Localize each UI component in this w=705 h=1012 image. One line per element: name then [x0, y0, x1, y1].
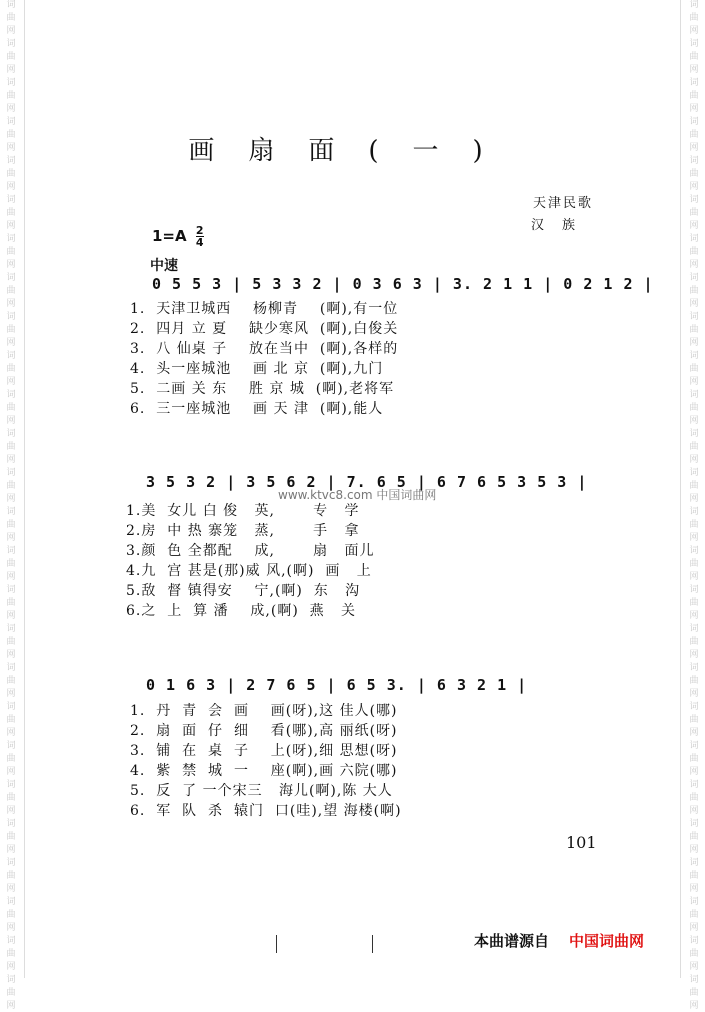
watermark-glyph: 曲 — [6, 988, 16, 998]
lyric-line: 5. 二画 关 东 胜 京 城 (啊),老将军 — [130, 381, 395, 397]
watermark-glyph: 网 — [689, 884, 699, 894]
watermark-glyph: 词 — [6, 624, 16, 634]
watermark-glyph: 词 — [6, 546, 16, 556]
watermark-glyph: 词 — [6, 585, 16, 595]
watermark-glyph: 曲 — [689, 910, 699, 920]
watermark-glyph: 网 — [689, 923, 699, 933]
watermark-glyph: 词 — [6, 39, 16, 49]
watermark-glyph: 曲 — [6, 364, 16, 374]
tempo-marking: 中速 — [150, 258, 178, 274]
watermark-glyph: 曲 — [689, 793, 699, 803]
watermark-glyph: 词 — [689, 390, 699, 400]
notation-line: 0 5 5 3 | 5 3 3 2 | 0 3 6 3 | 3. 2 1 1 | 0 2 1 2 | — [152, 275, 654, 293]
margin-tick — [276, 935, 277, 953]
watermark-glyph: 曲 — [689, 13, 699, 23]
watermark-glyph: 词 — [6, 195, 16, 205]
watermark-glyph: 曲 — [689, 754, 699, 764]
watermark-glyph: 词 — [6, 507, 16, 517]
lyric-line: 1. 丹 青 会 画 画(呀),这 佳人(哪) — [130, 703, 398, 719]
watermark-glyph: 曲 — [689, 832, 699, 842]
watermark-glyph: 曲 — [689, 52, 699, 62]
ethnicity-label: 汉族 — [530, 218, 593, 233]
watermark-glyph: 词 — [689, 39, 699, 49]
watermark-glyph: 网 — [689, 65, 699, 75]
watermark-glyph: 词 — [689, 936, 699, 946]
song-origin — [531, 193, 593, 237]
watermark-glyph: 曲 — [689, 169, 699, 179]
watermark-glyph: 网 — [689, 104, 699, 114]
watermark-glyph: 曲 — [6, 325, 16, 335]
watermark-glyph: 网 — [6, 338, 16, 348]
watermark-glyph: 词 — [689, 156, 699, 166]
watermark-glyph: 网 — [6, 689, 16, 699]
watermark-glyph: 曲 — [6, 208, 16, 218]
genre-label: 天津民歌 — [532, 196, 593, 211]
watermark-glyph: 网 — [6, 26, 16, 36]
watermark-glyph: 词 — [6, 117, 16, 127]
watermark-glyph: 曲 — [689, 286, 699, 296]
watermark-glyph: 网 — [6, 533, 16, 543]
watermark-glyph: 曲 — [689, 481, 699, 491]
watermark-glyph: 词 — [689, 819, 699, 829]
watermark-glyph: 网 — [6, 260, 16, 270]
watermark-glyph: 曲 — [689, 91, 699, 101]
watermark-glyph: 曲 — [689, 364, 699, 374]
watermark-glyph: 网 — [6, 572, 16, 582]
watermark-glyph: 曲 — [6, 793, 16, 803]
watermark-glyph: 网 — [689, 26, 699, 36]
watermark-glyph: 网 — [689, 377, 699, 387]
watermark-glyph: 网 — [689, 494, 699, 504]
watermark-glyph: 词 — [6, 936, 16, 946]
watermark-glyph: 网 — [6, 143, 16, 153]
lyric-line: 1.美 女儿 白 俊 英, 专 学 — [126, 503, 360, 519]
watermark-glyph: 词 — [689, 78, 699, 88]
watermark-glyph: 网 — [6, 845, 16, 855]
watermark-glyph: 曲 — [689, 442, 699, 452]
key-signature — [152, 225, 204, 248]
watermark-glyph: 曲 — [6, 169, 16, 179]
lyric-line: 2. 四月 立 夏 缺少寒风 (啊),白俊关 — [130, 321, 399, 337]
watermark-glyph: 曲 — [689, 247, 699, 257]
lyric-line: 4. 紫 禁 城 一 座(啊),画 六院(哪) — [130, 763, 398, 779]
watermark-glyph: 词 — [689, 468, 699, 478]
time-signature — [196, 225, 204, 248]
watermark-glyph: 曲 — [6, 910, 16, 920]
watermark-glyph: 词 — [6, 78, 16, 88]
watermark-glyph: 曲 — [689, 676, 699, 686]
watermark-glyph: 网 — [689, 689, 699, 699]
watermark-glyph: 网 — [6, 962, 16, 972]
watermark-glyph: 词 — [689, 273, 699, 283]
lyric-line: 3.颜 色 全都配 成, 扇 面儿 — [126, 543, 375, 559]
lyric-line: 4. 头一座城池 画 北 京 (啊),九门 — [130, 361, 384, 377]
watermark-glyph: 词 — [6, 390, 16, 400]
watermark-glyph: 曲 — [6, 52, 16, 62]
margin-tick — [372, 935, 373, 953]
lyric-line: 3. 铺 在 桌 子 上(呀),细 思想(呀) — [130, 743, 398, 759]
watermark-glyph: 网 — [689, 806, 699, 816]
watermark-glyph: 网 — [6, 221, 16, 231]
watermark-glyph: 曲 — [6, 286, 16, 296]
watermark-glyph: 词 — [6, 741, 16, 751]
watermark-glyph: 词 — [6, 156, 16, 166]
watermark-glyph: 网 — [6, 182, 16, 192]
watermark-glyph: 词 — [6, 351, 16, 361]
watermark-glyph: 网 — [689, 299, 699, 309]
watermark-glyph: 曲 — [6, 130, 16, 140]
watermark-glyph: 词 — [689, 624, 699, 634]
watermark-glyph: 词 — [689, 858, 699, 868]
watermark-glyph: 词 — [689, 117, 699, 127]
watermark-glyph: 网 — [689, 455, 699, 465]
watermark-glyph: 词 — [689, 975, 699, 985]
watermark-glyph: 网 — [6, 65, 16, 75]
watermark-glyph: 曲 — [6, 832, 16, 842]
watermark-glyph: 曲 — [6, 481, 16, 491]
key-label: 1=A — [152, 227, 187, 245]
notation-line: 0 1 6 3 | 2 7 6 5 | 6 5 3. | 6 3 2 1 | — [146, 676, 528, 694]
watermark-glyph: 词 — [6, 312, 16, 322]
watermark-glyph: 曲 — [689, 715, 699, 725]
lyric-line: 1. 天津卫城西 杨柳青 (啊),有一位 — [130, 301, 399, 317]
source-credit — [474, 930, 644, 951]
watermark-glyph: 网 — [689, 416, 699, 426]
watermark-glyph: 网 — [6, 884, 16, 894]
watermark-glyph: 网 — [689, 338, 699, 348]
lyric-line: 5. 反 了 一个宋三 海儿(啊),陈 大人 — [130, 783, 393, 799]
watermark-glyph: 词 — [689, 546, 699, 556]
watermark-glyph: 曲 — [6, 13, 16, 23]
watermark-glyph: 词 — [689, 702, 699, 712]
watermark-glyph: 词 — [689, 429, 699, 439]
watermark-glyph: 曲 — [689, 559, 699, 569]
watermark-glyph: 词 — [689, 741, 699, 751]
watermark-glyph: 词 — [6, 780, 16, 790]
song-title: 画扇面(一) — [188, 136, 517, 166]
watermark-glyph: 词 — [689, 897, 699, 907]
watermark-glyph: 词 — [6, 273, 16, 283]
watermark-glyph: 网 — [6, 299, 16, 309]
url-watermark: www.ktvc8.com 中国词曲网 — [278, 488, 437, 502]
watermark-glyph: 网 — [689, 962, 699, 972]
lyric-line: 6. 军 队 杀 辕门 口(哇),望 海楼(啊) — [130, 803, 402, 819]
lyric-line: 2.房 中 热 寨笼 蒸, 手 拿 — [126, 523, 360, 539]
watermark-glyph: 词 — [6, 897, 16, 907]
watermark-glyph: 曲 — [689, 988, 699, 998]
watermark-glyph: 网 — [689, 221, 699, 231]
watermark-glyph: 网 — [689, 767, 699, 777]
watermark-glyph: 曲 — [6, 598, 16, 608]
watermark-glyph: 曲 — [689, 871, 699, 881]
watermark-glyph: 曲 — [6, 403, 16, 413]
watermark-glyph: 网 — [689, 572, 699, 582]
page-number: 101 — [566, 833, 597, 852]
watermark-glyph: 网 — [689, 1001, 699, 1011]
watermark-glyph: 网 — [689, 182, 699, 192]
watermark-glyph: 曲 — [6, 676, 16, 686]
watermark-glyph: 网 — [6, 377, 16, 387]
watermark-glyph: 词 — [689, 351, 699, 361]
watermark-glyph: 网 — [6, 728, 16, 738]
watermark-glyph: 网 — [689, 650, 699, 660]
watermark-glyph: 曲 — [689, 598, 699, 608]
watermark-glyph: 曲 — [6, 871, 16, 881]
watermark-glyph: 网 — [6, 767, 16, 777]
watermark-glyph: 词 — [6, 468, 16, 478]
watermark-glyph: 网 — [689, 260, 699, 270]
watermark-glyph: 网 — [6, 806, 16, 816]
watermark-glyph: 曲 — [689, 403, 699, 413]
watermark-glyph: 网 — [6, 611, 16, 621]
watermark-glyph: 曲 — [6, 559, 16, 569]
watermark-glyph: 词 — [689, 234, 699, 244]
watermark-glyph: 曲 — [6, 442, 16, 452]
lyric-line: 2. 扇 面 仔 细 看(哪),高 丽纸(呀) — [130, 723, 398, 739]
source-brand: 中国词曲网 — [569, 932, 645, 950]
watermark-glyph: 词 — [6, 0, 16, 10]
watermark-glyph: 词 — [6, 429, 16, 439]
watermark-glyph: 网 — [6, 1001, 16, 1011]
watermark-glyph: 网 — [689, 611, 699, 621]
watermark-glyph: 网 — [6, 455, 16, 465]
time-numerator: 2 — [195, 224, 204, 237]
watermark-glyph: 词 — [6, 975, 16, 985]
watermark-glyph: 曲 — [6, 637, 16, 647]
watermark-glyph: 网 — [689, 533, 699, 543]
watermark-glyph: 曲 — [689, 520, 699, 530]
source-label: 本曲谱源自 — [474, 932, 550, 950]
lyric-line: 3. 八 仙桌 子 放在当中 (啊),各样的 — [130, 341, 399, 357]
watermark-glyph: 曲 — [6, 949, 16, 959]
watermark-glyph: 词 — [689, 195, 699, 205]
lyric-line: 4.九 宫 甚是(那)威 风,(啊) 画 上 — [126, 563, 372, 579]
watermark-glyph: 网 — [689, 143, 699, 153]
watermark-glyph: 网 — [6, 650, 16, 660]
watermark-glyph: 网 — [6, 494, 16, 504]
watermark-glyph: 词 — [6, 858, 16, 868]
watermark-glyph: 词 — [689, 585, 699, 595]
watermark-glyph: 网 — [6, 104, 16, 114]
watermark-glyph: 词 — [6, 234, 16, 244]
watermark-glyph: 曲 — [6, 520, 16, 530]
watermark-glyph: 曲 — [6, 754, 16, 764]
watermark-glyph: 网 — [689, 728, 699, 738]
lyric-line: 6.之 上 算 潘 成,(啊) 燕 关 — [126, 603, 357, 619]
watermark-glyph: 曲 — [689, 130, 699, 140]
watermark-glyph: 词 — [689, 780, 699, 790]
watermark-glyph: 网 — [689, 845, 699, 855]
watermark-glyph: 曲 — [689, 208, 699, 218]
watermark-glyph: 词 — [689, 663, 699, 673]
watermark-glyph: 曲 — [6, 715, 16, 725]
watermark-glyph: 曲 — [689, 949, 699, 959]
watermark-glyph: 词 — [6, 663, 16, 673]
watermark-glyph: 词 — [6, 819, 16, 829]
watermark-glyph: 词 — [689, 312, 699, 322]
watermark-glyph: 曲 — [689, 637, 699, 647]
watermark-glyph: 曲 — [689, 325, 699, 335]
watermark-glyph: 网 — [6, 923, 16, 933]
lyric-line: 6. 三一座城池 画 天 津 (啊),能人 — [130, 401, 384, 417]
notation-line: 3 5 3 2 | 3 5 6 2 | 7. 6 5 | 6 7 6 5 3 5 3 | — [146, 473, 588, 491]
watermark-glyph: 网 — [6, 416, 16, 426]
watermark-glyph: 词 — [689, 0, 699, 10]
time-denominator: 4 — [195, 236, 204, 249]
watermark-glyph: 曲 — [6, 247, 16, 257]
watermark-glyph: 曲 — [6, 91, 16, 101]
lyric-line: 5.敌 督 镇得安 宁,(啊) 东 沟 — [126, 583, 361, 599]
watermark-glyph: 词 — [6, 702, 16, 712]
watermark-glyph: 词 — [689, 507, 699, 517]
